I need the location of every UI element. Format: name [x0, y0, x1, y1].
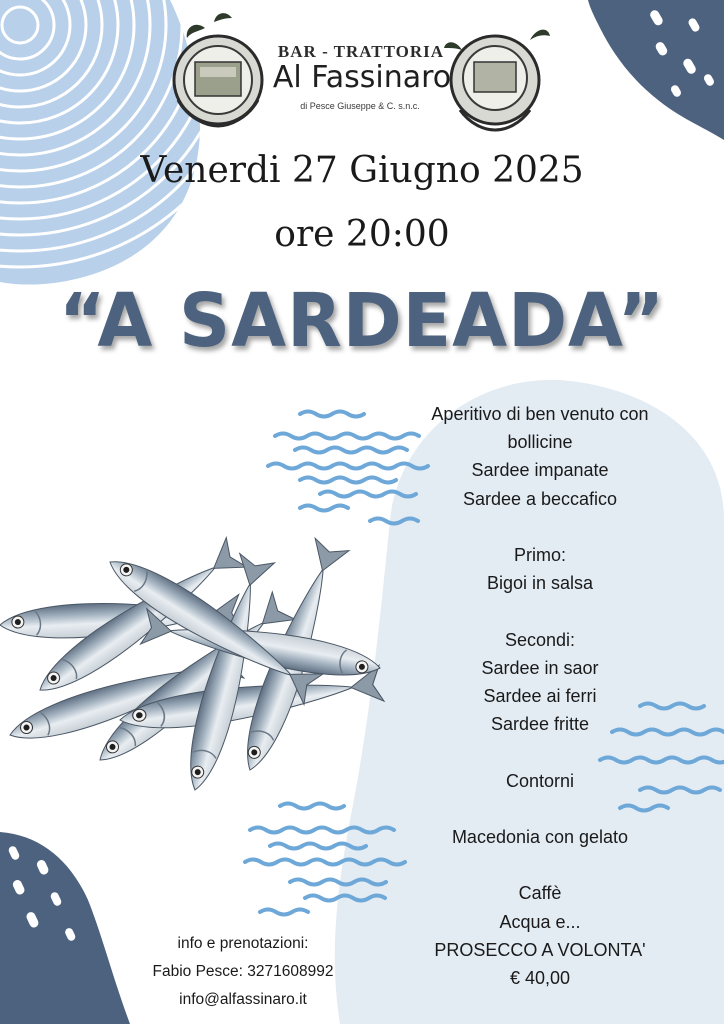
menu-section-heading: Primo: [513, 545, 566, 565]
menu-line: Contorni [505, 770, 575, 791]
contact-info [128, 930, 358, 1014]
menu-section-heading: Secondi: [504, 629, 576, 650]
menu-price: € 40,00 [509, 967, 571, 988]
menu-line: Caffè [518, 883, 562, 904]
company-name: di Pesce Giuseppe & C. s.n.c. [300, 101, 420, 111]
menu-spacer [410, 738, 670, 766]
menu-line: Aperitivo di ben venuto con [431, 404, 649, 424]
menu-spacer [410, 851, 670, 879]
menu-line: Acqua e... [499, 911, 581, 932]
menu-spacer [410, 513, 670, 541]
menu-line: Sardee ai ferri [483, 686, 597, 706]
menu-line: Bigoi in salsa [486, 573, 594, 594]
menu-line: Sardee a beccafico [462, 488, 618, 509]
contact-label: info e prenotazioni: [177, 935, 309, 952]
menu-spacer [410, 597, 670, 625]
header-brand-line: BAR - TRATTORIA [277, 42, 445, 61]
event-time: ore 20:00 [274, 214, 450, 255]
menu-line: Sardee fritte [490, 714, 590, 735]
menu-list [410, 400, 670, 992]
menu-line: Sardee in saor [481, 657, 599, 678]
contact-email: info@alfassinaro.it [179, 991, 307, 1008]
contact-phone: Fabio Pesce: 3271608992 [152, 963, 334, 980]
restaurant-name: Al Fassinaro [272, 60, 452, 95]
event-date: Venerdi 27 Giugno 2025 [140, 150, 584, 191]
menu-line: bollicine [507, 432, 573, 453]
menu-line: Sardee impanate [471, 460, 609, 481]
menu-spacer [410, 795, 670, 823]
menu-line: Macedonia con gelato [451, 826, 629, 847]
event-title: “A SARDEADA” [58, 278, 666, 364]
menu-line: PROSECCO A VOLONTA' [434, 939, 646, 960]
